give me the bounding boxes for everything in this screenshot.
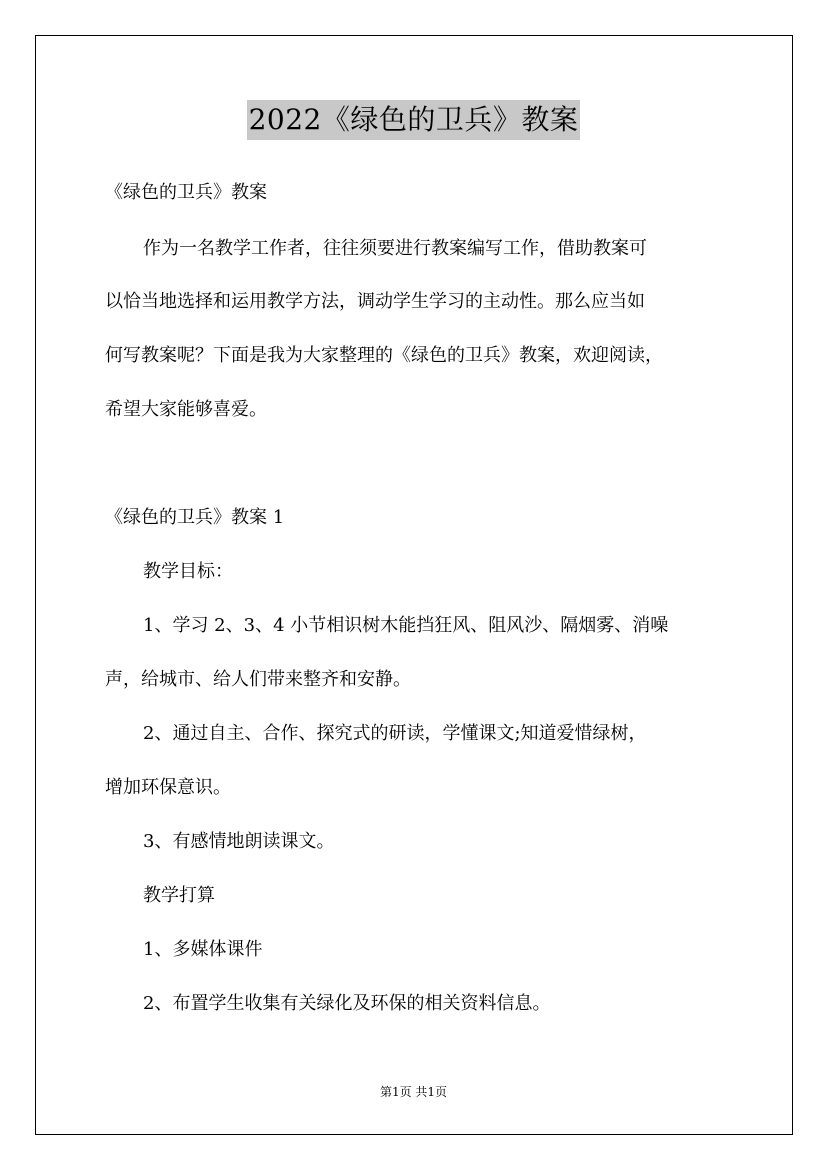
paragraph-line: 3、有感情地朗读课文。	[143, 831, 335, 852]
paragraph-line: 声，给城市、给人们带来整齐和安静。	[105, 669, 411, 690]
section-heading: 《绿色的卫兵》教案	[105, 182, 267, 203]
paragraph-line: 作为一名教学工作者，往往须要进行教案编写工作，借助教案可	[143, 238, 647, 259]
paragraph-line: 何写教案呢？下面是我为大家整理的《绿色的卫兵》教案，欢迎阅读，	[105, 345, 663, 366]
paragraph-line: 希望大家能够喜爱。	[105, 399, 267, 420]
paragraph-line: 2、通过自主、合作、探究式的研读，学懂课文;知道爱惜绿树，	[143, 723, 647, 744]
paragraph-line: 以恰当地选择和运用教学方法，调动学生学习的主动性。那么应当如	[105, 291, 645, 312]
paragraph-line: 1、多媒体课件	[143, 939, 263, 960]
paragraph-line: 增加环保意识。	[105, 777, 231, 798]
paragraph-line: 教学目标：	[143, 561, 233, 582]
paragraph-line: 教学打算	[143, 885, 215, 906]
section-heading: 《绿色的卫兵》教案 1	[105, 507, 285, 528]
document-title: 2022《绿色的卫兵》教案	[247, 100, 581, 140]
paragraph-line: 2、布置学生收集有关绿化及环保的相关资料信息。	[143, 993, 551, 1014]
paragraph-line: 1、学习 2、3、4 小节相识树木能挡狂风、阻风沙、隔烟雾、消噪	[143, 615, 669, 636]
title-container	[0, 100, 827, 140]
page-footer: 第1页 共1页	[379, 1085, 448, 1099]
